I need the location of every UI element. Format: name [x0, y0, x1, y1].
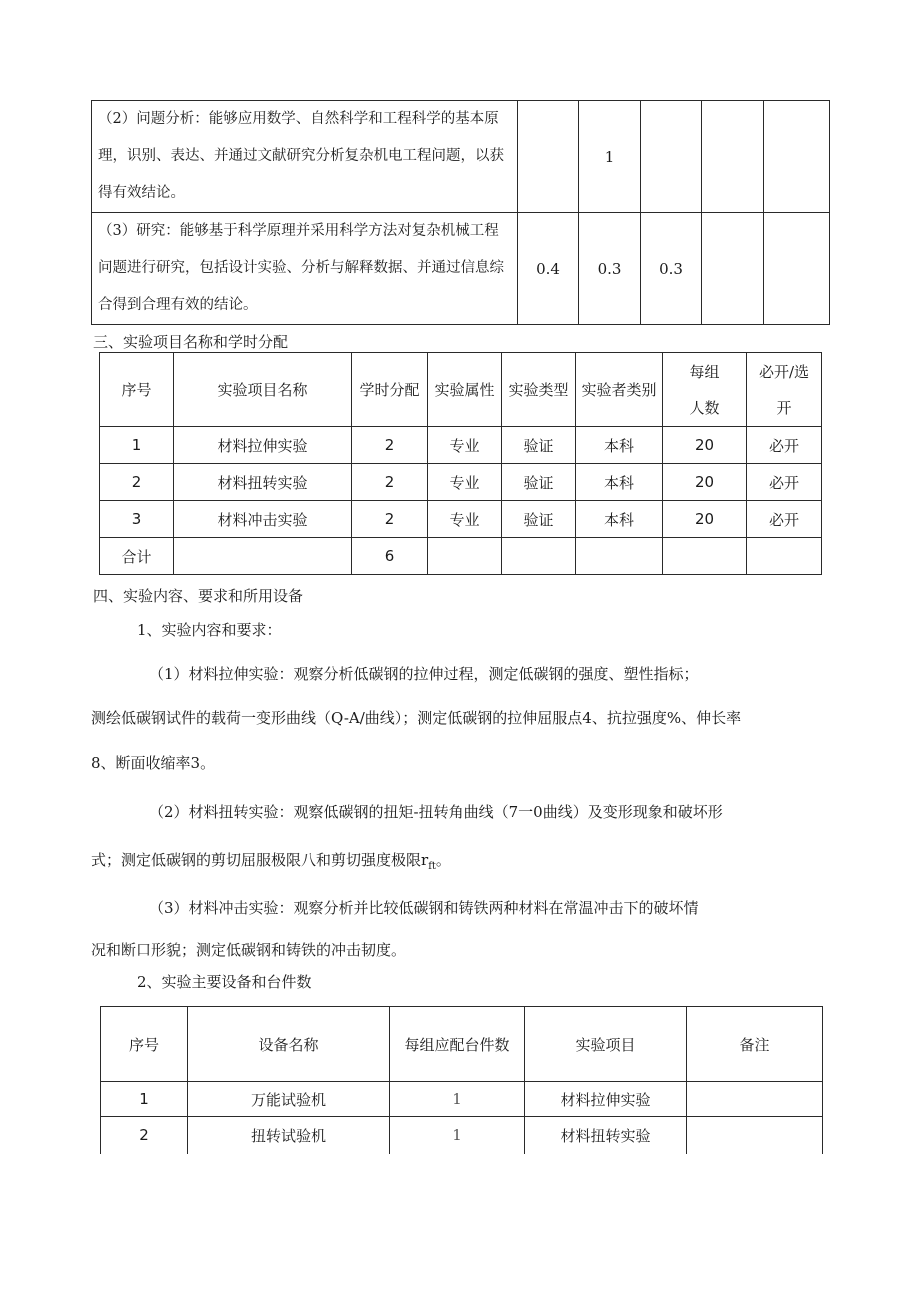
table-cell	[641, 101, 702, 213]
header-cell: 学时分配	[352, 353, 428, 427]
table-cell	[518, 101, 579, 213]
objective-text: （3）研究：能够基于科学原理并采用科学方法对复杂机械工程问题进行研究，包括设计实验、分析与解释数据、并通过信息综合得到合理有效的结论。	[92, 213, 518, 325]
section-3-heading: 三、实验项目名称和学时分配	[93, 333, 289, 351]
paragraph-line: 况和断口形貌；测定低碳钢和铸铁的冲击韧度。	[91, 941, 407, 959]
table-cell: 专业	[428, 501, 502, 538]
table-cell: 3	[100, 501, 174, 538]
table-cell	[663, 538, 747, 575]
table-cell: 1	[579, 101, 641, 213]
header-cell: 实验项目名称	[174, 353, 352, 427]
table-cell	[576, 538, 663, 575]
header-cell: 实验类型	[502, 353, 576, 427]
header-cell	[663, 353, 747, 427]
table-cell: 材料拉伸实验	[525, 1082, 687, 1117]
table-cell	[702, 213, 764, 325]
table-cell: 验证	[502, 427, 576, 464]
table-cell: 1	[390, 1082, 525, 1117]
table-cell: 必开	[747, 501, 822, 538]
objective-row	[92, 213, 830, 325]
table-cell: 6	[352, 538, 428, 575]
header-cell: 每组应配台件数	[390, 1007, 525, 1082]
table-cell: 材料扭转实验	[174, 464, 352, 501]
paragraph-line	[91, 849, 451, 872]
table-row	[100, 501, 822, 538]
table-cell: 验证	[502, 501, 576, 538]
equipment-table	[100, 1006, 823, 1154]
table-cell	[428, 538, 502, 575]
paragraph-line: 测绘低碳钢试件的载荷一变形曲线（Q-A/曲线）；测定低碳钢的拉伸屈服点4、抗拉强度%、伸长率	[91, 709, 742, 727]
header-cell: 序号	[100, 353, 174, 427]
table-cell: 本科	[576, 501, 663, 538]
table-cell: 必开	[747, 464, 822, 501]
table-cell: 材料扭转实验	[525, 1117, 687, 1154]
table-cell: 扭转试验机	[188, 1117, 390, 1154]
subsection-1-heading: 1、实验内容和要求：	[137, 621, 282, 639]
header-cell-text: 每组人数	[689, 362, 720, 417]
table-cell: 0.3	[641, 213, 702, 325]
header-cell	[747, 353, 822, 427]
paragraph-line: （2）材料扭转实验：观察低碳钢的扭矩-扭转角曲线（7一0曲线）及变形现象和破坏形	[149, 803, 723, 821]
table-cell: 1	[101, 1082, 188, 1117]
objectives-table	[91, 100, 830, 325]
table-row	[101, 1082, 823, 1117]
header-cell: 设备名称	[188, 1007, 390, 1082]
header-cell: 实验项目	[525, 1007, 687, 1082]
header-cell: 备注	[687, 1007, 823, 1082]
table-cell: 2	[352, 501, 428, 538]
table-cell: 2	[100, 464, 174, 501]
table-cell: 2	[101, 1117, 188, 1154]
table-cell	[764, 213, 830, 325]
table-cell	[174, 538, 352, 575]
table-cell: 20	[663, 501, 747, 538]
table-header-row	[100, 353, 822, 427]
experiment-projects-table	[99, 352, 822, 575]
paragraph-line: （1）材料拉伸实验：观察分析低碳钢的拉伸过程，测定低碳钢的强度、塑性指标；	[149, 665, 699, 683]
header-cell-text: 必开/选开	[758, 362, 810, 417]
table-cell: 20	[663, 427, 747, 464]
table-cell: 2	[352, 464, 428, 501]
table-cell: 本科	[576, 427, 663, 464]
objective-text: （2）问题分析：能够应用数学、自然科学和工程科学的基本原理，识别、表达、并通过文献研究分析复杂机电工程问题，以获得有效结论。	[92, 101, 518, 213]
paragraph-text: 。	[435, 851, 451, 869]
table-cell	[764, 101, 830, 213]
paragraph-line: 8、断面收缩率3。	[91, 754, 216, 772]
table-cell: 材料冲击实验	[174, 501, 352, 538]
table-cell: 万能试验机	[188, 1082, 390, 1117]
section-4-heading: 四、实验内容、要求和所用设备	[93, 587, 304, 605]
table-cell: 专业	[428, 464, 502, 501]
table-cell: 必开	[747, 427, 822, 464]
table-cell: 1	[390, 1117, 525, 1154]
paragraph-text: 式；测定低碳钢的剪切屈服极限八和剪切强度极限r	[91, 851, 429, 869]
table-cell: 本科	[576, 464, 663, 501]
table-row	[100, 464, 822, 501]
subscript: ft	[428, 861, 436, 872]
table-cell: 验证	[502, 464, 576, 501]
table-cell: 合计	[100, 538, 174, 575]
table-cell	[502, 538, 576, 575]
table-cell	[702, 101, 764, 213]
table-total-row	[100, 538, 822, 575]
objective-row	[92, 101, 830, 213]
table-cell: 20	[663, 464, 747, 501]
table-cell: 材料拉伸实验	[174, 427, 352, 464]
table-cell	[687, 1117, 823, 1154]
header-cell: 实验者类别	[576, 353, 663, 427]
header-cell: 实验属性	[428, 353, 502, 427]
table-row	[101, 1117, 823, 1154]
table-cell	[747, 538, 822, 575]
table-header-row	[101, 1007, 823, 1082]
table-cell: 2	[352, 427, 428, 464]
subsection-2-heading: 2、实验主要设备和台件数	[137, 973, 312, 991]
table-cell: 0.3	[579, 213, 641, 325]
table-cell: 专业	[428, 427, 502, 464]
table-cell: 0.4	[518, 213, 579, 325]
paragraph-line: （3）材料冲击实验：观察分析并比较低碳钢和铸铁两种材料在常温冲击下的破坏情	[149, 899, 699, 917]
table-cell	[687, 1082, 823, 1117]
table-cell: 1	[100, 427, 174, 464]
table-row	[100, 427, 822, 464]
header-cell: 序号	[101, 1007, 188, 1082]
